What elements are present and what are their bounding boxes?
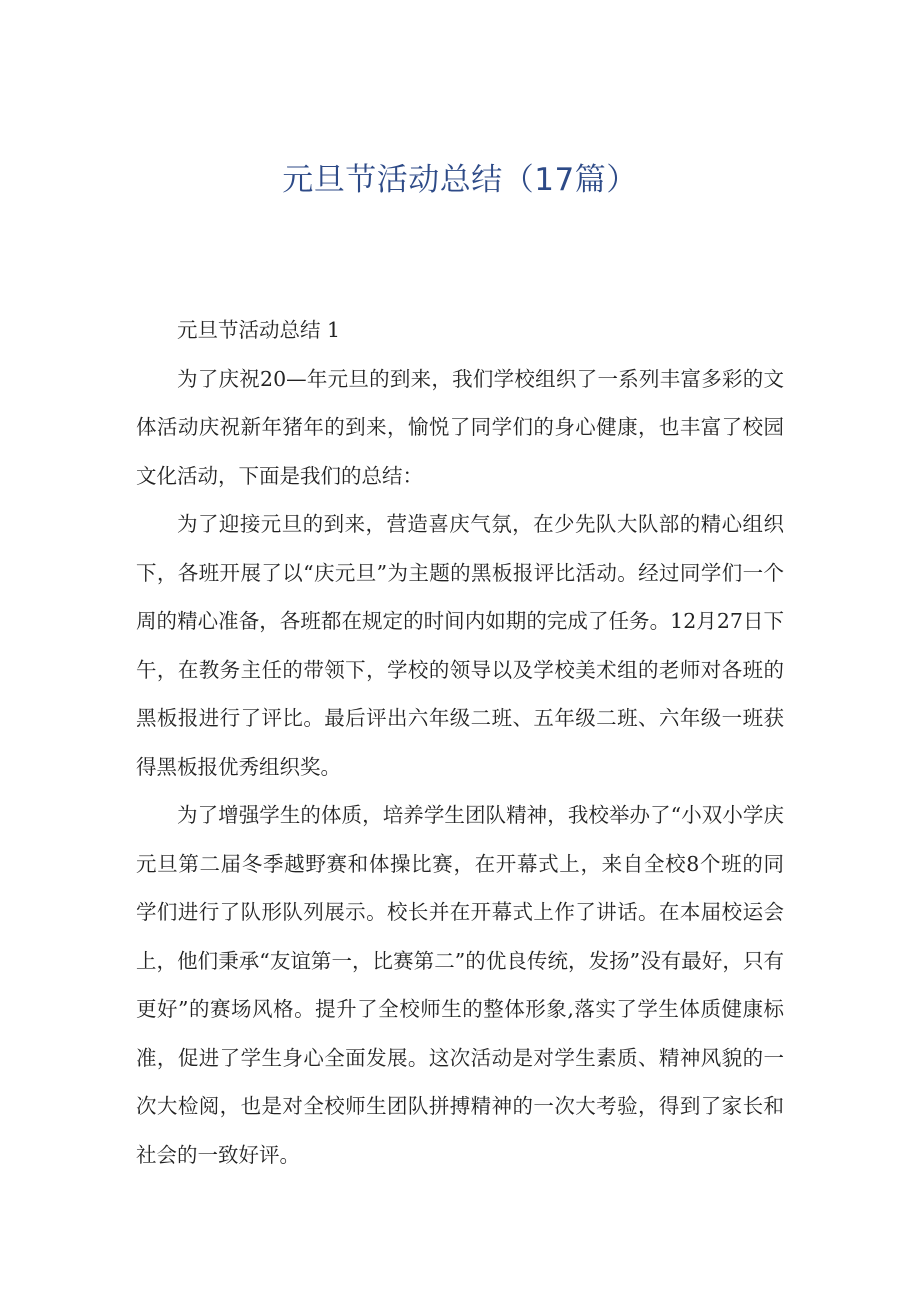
paragraph-blackboard-contest: 为了迎接元旦的到来，营造喜庆气氛，在少先队大队部的精心组织下，各班开展了以“庆元旦”为主题的黑板报评比活动。经过同学们一个周的精心准备，各班都在规定的时间内如期的完成了任务。12月27日下午，在教务主任的带领下，学校的领导以及学校美术组的老师对各班的黑板报进行了评比。最后评出六年级二班、五年级二班、六年级一班获得黑板报优秀组织奖。 — [136, 512, 784, 779]
paragraph-sports-event: 为了增强学生的体质，培养学生团队精神，我校举办了“小双小学庆元旦第二届冬季越野赛和体操比赛，在开幕式上，来自全校8个班的同学们进行了队形队列展示。校长并在开幕式上作了讲话。在本届校运会上，他们秉承“友谊第一，比赛第二”的优良传统，发扬”没有最好，只有更好”的赛场风格。提升了全校师生的整体形象,落实了学生体质健康标准，促进了学生身心全面发展。这次活动是对学生素质、精神风貌的一次大检阅，也是对全校师生团队拼搏精神的一次大考验，得到了家长和社会的一致好评。 — [136, 803, 784, 1167]
document-title: 元旦节活动总结（17篇） — [282, 162, 638, 198]
paragraph-intro: 为了庆祝20—年元旦的到来，我们学校组织了一系列丰富多彩的文体活动庆祝新年猪年的到来，愉悦了同学们的身心健康，也丰富了校园文化活动，下面是我们的总结： — [136, 366, 784, 488]
document-body — [136, 306, 784, 1179]
section-heading: 元旦节活动总结 1 — [177, 318, 341, 342]
